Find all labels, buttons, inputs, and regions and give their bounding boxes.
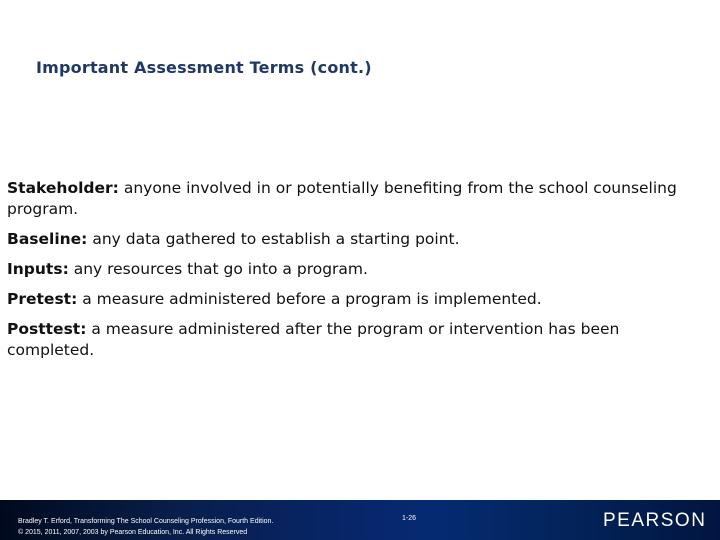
footer-citation [18, 516, 273, 538]
page-number: 1-26 [402, 515, 417, 522]
term-name: Baseline: [7, 230, 88, 248]
term-definition: any resources that go into a program. [68, 260, 368, 278]
term-pretest [7, 289, 697, 310]
term-baseline [7, 229, 697, 250]
term-name: Posttest: [7, 320, 87, 338]
term-inputs [7, 259, 697, 280]
footer-citation-line-2: © 2015, 2011, 2007, 2003 by Pearson Education, Inc. All Rights Reserved [18, 529, 248, 536]
term-definition: a measure administered before a program is implemented. [77, 290, 542, 308]
term-name: Inputs: [7, 260, 69, 278]
term-definition: anyone involved in or potentially benefiting from the school counseling program. [7, 179, 677, 218]
slide-title: Important Assessment Terms (cont.) [36, 58, 372, 77]
terms-list [7, 178, 697, 370]
pearson-logo: PEARSON [603, 510, 707, 531]
term-name: Pretest: [7, 290, 78, 308]
term-definition: a measure administered after the program or intervention has been completed. [7, 320, 620, 359]
term-stakeholder [7, 178, 697, 220]
footer-citation-line-1: Bradley T. Erford, Transforming The School Counseling Profession, Fourth Edition. [18, 518, 274, 525]
term-definition: any data gathered to establish a starting point. [87, 230, 460, 248]
term-posttest [7, 319, 697, 361]
term-name: Stakeholder: [7, 179, 119, 197]
